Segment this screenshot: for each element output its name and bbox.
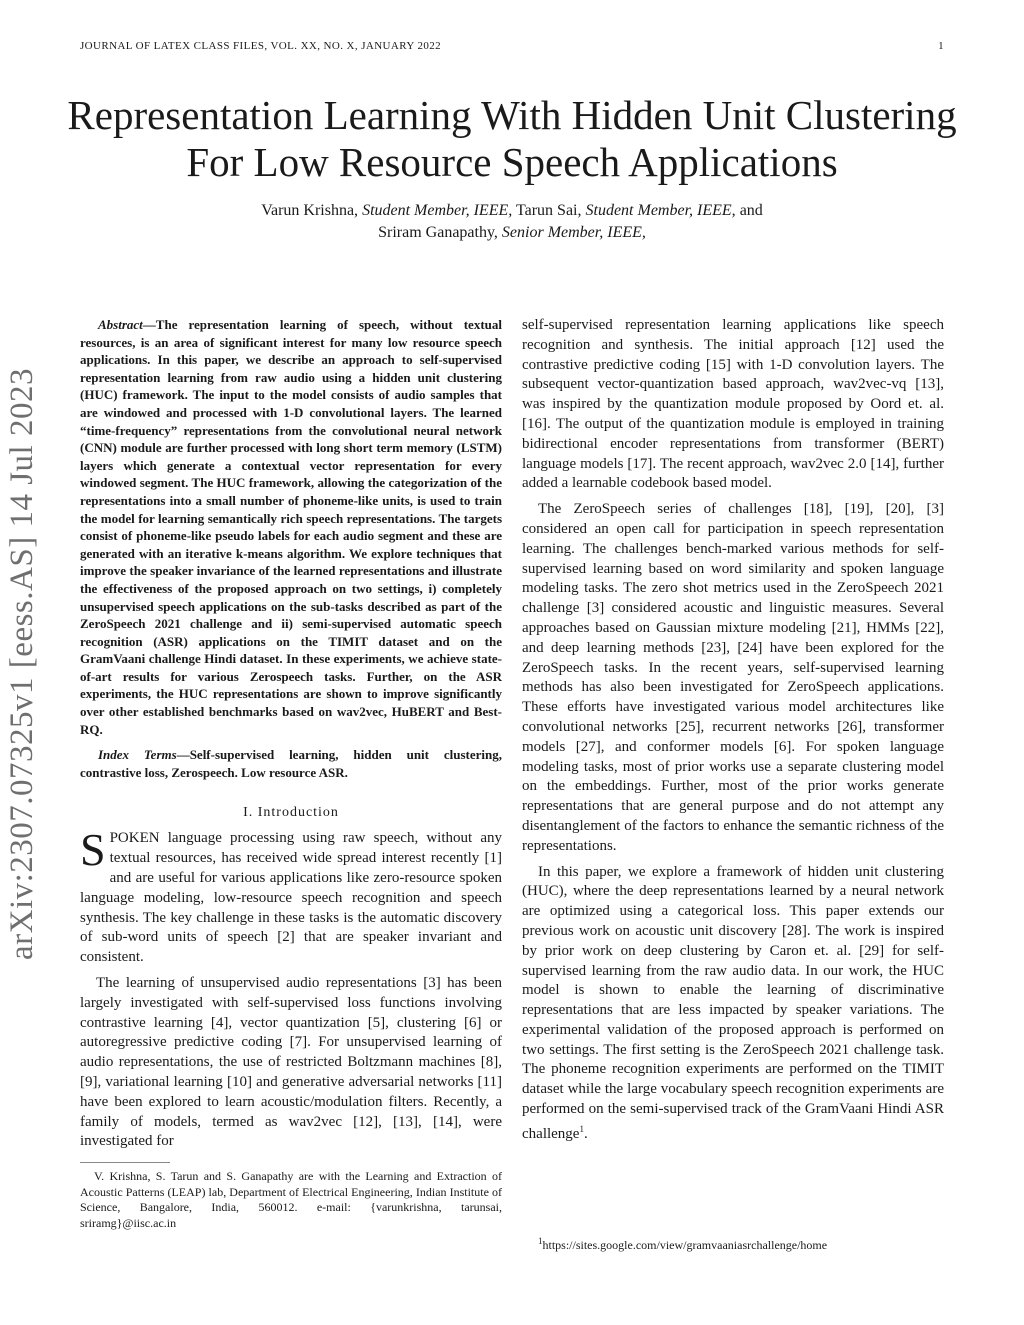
author-1-role: Student Member, IEEE, [362,202,513,219]
running-head [80,40,944,52]
drop-cap: S [80,824,106,876]
intro-paragraph-2: The learning of unsupervised audio representations [3] has been largely investigated with self-supervised loss functions involving contrastive learning [4], vector quantization [5], clustering [6] or autoregressive predictive coding [7]. For unsupervised learning of audio representations, the use of restricted Boltzmann machines [8], [9], variational learning [10] and generative adversarial networks [11] have been explored to learn acoustic/modulation filters. Recently, a family of models, termed as wav2vec [12], [13], [14], were investigated for [80,975,502,1150]
arxiv-stamp: arXiv:2307.07325v1 [eess.AS] 14 Jul 2023 [4,368,40,960]
abstract-text: —The representation learning of speech, without textual resources, is an area of significant interest for many low resource speech applications. In this paper, we describe an approach to self-supervised representation learning from raw audio using a hidden unit clustering (HUC) framework. The input to the model consists of audio samples that are windowed and processed with 1-D convolutional layers. The learned “time-frequency” representations from the convolutional neural network (CNN) module are further processed with long short term memory (LSTM) layers which generate a contextual vector representation for every windowed segment. The HUC framework, allowing the categorization of the representations into a small number of phoneme-like units, is used to train the model for learning semantically rich speech representations. The targets consist of phoneme-like pseudo labels for each audio segment and these are generated with an iterative k-means algorithm. We explore techniques that improve the speaker invariance of the learned representations and illustrate the effectiveness of the proposed approach on two settings, i) completely unsupervised speech applications on the sub-tasks described as part of the ZeroSpeech 2021 challenge and ii) semi-supervised automatic speech recognition (ASR) applications on the TIMIT dataset and on the GramVaani challenge Hindi dataset. In these experiments, we achieve state-of-art results for various Zerospeech tasks. Further, on the ASR experiments, the HUC representations are shown to improve significantly over other established benchmarks based on wav2vec, HuBERT and Best-RQ. [80,317,502,737]
index-terms [80,746,502,781]
author-2-name: Tarun Sai, [515,202,582,219]
right-column [522,316,944,1151]
right-paragraph-1: self-supervised representation learning applications like speech recognition and synthesis. The initial approach [12] used the contrastive predictive coding [15] with 1-D convolution layers. The subsequent vector-quantization based approach, wav2vec-vq [13], was inspired by the quantization module proposed by Oord et. al. [16]. The output of the quantization module is employed in training bidirectional encoder representations from transformer (BERT) language models [17]. The recent approach, wav2vec 2.0 [14], further added a learnable codebook based model. [522,317,944,492]
intro-paragraph-1-text: POKEN language processing using raw speech, without any textual resources, has received wide spread interest recently [1] and are useful for various applications like zero-resource spoken language modeling, low-resource speech recognition and speech synthesis. The key challenge in these tasks is the automatic discovery of sub-word units of speech [2] that are speaker invariant and consistent. [80,830,502,966]
author-3-name: Sriram Ganapathy, [378,224,498,241]
intro-paragraph-1 [80,824,502,968]
abstract [80,316,502,738]
right-paragraph-3 [522,863,944,1145]
left-column [80,316,502,1231]
right-paragraph-2: The ZeroSpeech series of challenges [18], [19], [20], [3] considered an open call for participation in speech representation learning. The challenges bench-marked various methods for self-supervised learning based on word similarity and spoken language modeling tasks. The zero shot metrics used in the ZeroSpeech 2021 challenge [3] considered acoustic and linguistic measures. Several approaches based on Gaussian mixture modeling [21], HMMs [22], and deep learning methods [23], [24] have been explored for the ZeroSpeech tasks. In the recent years, self-supervised learning methods has also been investigated for ZeroSpeech applications. These efforts have investigated various model architectures like convolutional networks [25], recurrent networks [26], transformer models [27], and conformer models [6]. For spoken language modeling tasks, most of prior works use a separate clustering model on the embeddings. Further, most of the prior works generate representations that are general purpose and do not attempt any disentanglement of the factors to enhance the semantic richness of the representations. [522,501,944,854]
journal-name: JOURNAL OF LATEX CLASS FILES, VOL. XX, NO. X, JANUARY 2022 [80,40,442,52]
url-footnote-link[interactable]: https://sites.google.com/view/gramvaaniasrchallenge/home [542,1238,828,1252]
footnote-mark: 1 [579,1123,584,1134]
index-terms-text: —Self-supervised learning, hidden unit clustering, contrastive loss, Zerospeech. Low resource ASR. [80,747,502,780]
index-terms-lead: Index Terms [98,747,177,763]
right-paragraph-3-text: In this paper, we explore a framework of hidden unit clustering (HUC), where the deep representations learned by a neural network are optimized using a categorical loss. This paper extends our previous work on acoustic unit discovery [28]. The work is inspired by prior work on deep clustering by Caron et. al. [29] for self-supervised learning from the raw audio data. In our work, the HUC model is shown to enable the learning of discriminative representations that are less impacted by speaker variations. The experimental validation of the proposed approach is performed on two settings. The first setting is the ZeroSpeech 2021 challenge task. The phoneme recognition experiments are performed on the TIMIT dataset while the large vocabulary speech recognition experiments are performed on the semi-supervised track of the GramVaani Hindi ASR challenge [522,863,944,1142]
author-1-name: Varun Krishna, [261,202,359,219]
author-and: and [739,202,763,219]
paper-title: Representation Learning With Hidden Unit Clustering For Low Resource Speech Applications [67,92,957,185]
url-footnote [538,1236,827,1253]
author-list [120,200,904,244]
footnote-divider [80,1162,170,1163]
url-footnote-mark: 1 [538,1236,543,1246]
author-2-role: Student Member, IEEE, [585,202,736,219]
abstract-lead: Abstract [98,317,143,332]
page-number: 1 [938,40,944,52]
right-paragraph-3-end: . [583,1125,588,1142]
affiliation-footnote: V. Krishna, S. Tarun and S. Ganapathy are with the Learning and Extraction of Acoustic Patterns (LEAP) lab, Department of Electrical Engineering, Indian Institute of Science, Bangalore, India, 560012. e-mail: {varunkrishna, tarunsai, sriramg}@iisc.ac.in [80,1169,502,1230]
section-heading-introduction: I. Introduction [243,805,339,821]
author-3-role: Senior Member, IEEE, [501,224,646,241]
